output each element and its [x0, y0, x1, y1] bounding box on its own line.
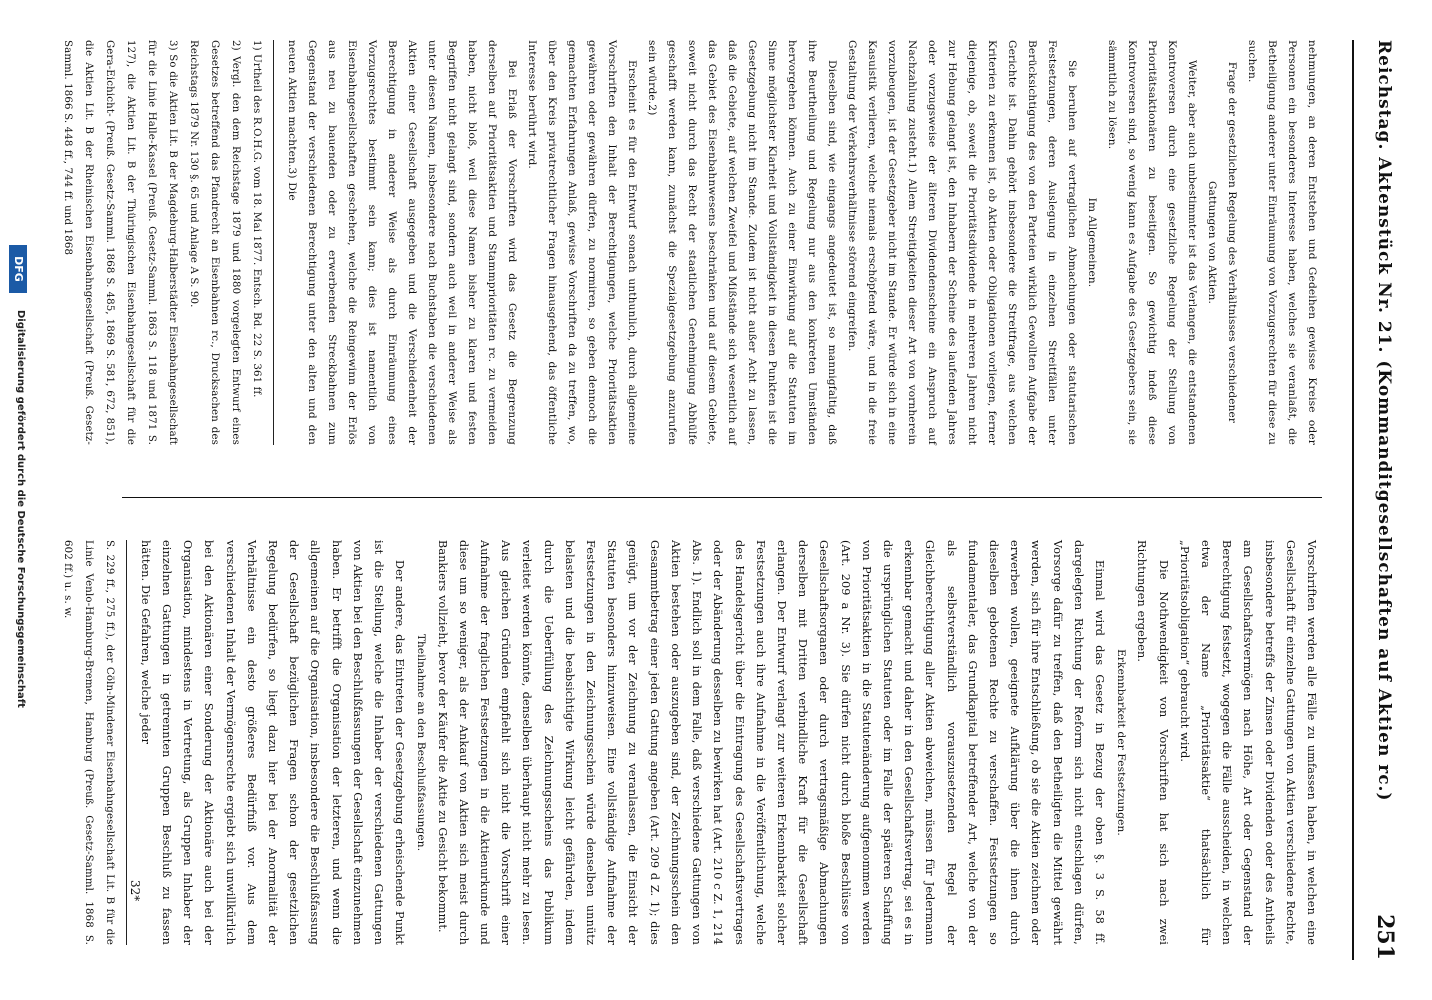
- right-column: [57, 540, 1322, 945]
- footnote: 2) Vergl. den dem Reichstage 1879 und 1880 vorgelegten Entwurf eines Gesetzes betreffend das Pfandrecht an Eisenbahnen rc., Drucksachen des Reichstags 1879 Nr. 130 §. 65 und Anlage A S. 90.: [188, 40, 241, 445]
- paragraph: Vorschriften werden alle Fälle zu umfassen haben, in welchen eine Gesellschaft für einzelne Gattungen von Aktien verschiedene Rechte, insbesondere betreffs der Zinsen oder Dividenden oder des Antheils am Gesellschaftsvermögen nach Höhe, Art oder Gegenstand der Berechtigung festsetzt, wogegen die Fälle ausscheiden, in welchen etwa der Name „Prioritätsaktie“ thatsächlich für „Prioritätsobligation“ gebraucht wird.: [1177, 540, 1318, 945]
- section-subheading: Erkennbarkeit der Festsetzungen.: [1115, 649, 1128, 836]
- left-column: [57, 40, 1322, 445]
- section-subheading: Theilnahme an den Beschlußfassungen.: [415, 633, 428, 852]
- signature-mark: 32*: [128, 880, 142, 902]
- paragraph: Dieselben sind, wie eingangs angedeutet ist, so mannigfaltig, daß ihre Beurtheilung und Regelung nur aus den konkreten Umständen hervorgehen können. Auch zu einer Einwirkung auf die Statuten im Sinne möglichster Klarheit und Vollständigkeit in diesen Punkten ist die Gesetzgebung nicht im Stande. Zudem ist nicht außer Acht zu lassen, daß die Gebiete, auf welchen Zweifel und Mißstände sich wesentlich auf das Gebiet des Eisenbahnwesens beschränken und auf diesem Gebiete, soweit nicht durch das Recht der staatlichen Genehmigung Abhülfe geschafft werden kann, zunächst die Spezialgesetzgebung anzurufen sein würde.2): [646, 40, 838, 445]
- paragraph: Sie beruhen auf vertraglichen Abmachungen oder statutarischen Festsetzungen, deren Auslegung in einzelnen Streitfällen unter Berücksichtigung des von den Parteien wirklich Gewollten Aufgabe der Gerichte ist. Dahin gehört insbesondere die Streitfrage, aus welchen Kriterien zu erkennen ist, ob Aktien oder Obligationen vorliegen, ferner diejenige, ob, soweit die Prioritätsdividende in mehreren Jahren nicht zur Hebung gelangt ist, den Inhabern der Scheine des laufenden Jahres oder vorzugsweise der älteren Dividendenscheine ein Anspruch auf Nachzahlung zusteht.1) Allem Streitigkeiten dieser Art von vornherein vorzubeugen, ist der Gesetzgeber nicht im Stande. Er würde sich in eine Kasuistik verlieren, welche niemals erschöpfend wäre, und in die freie Gestaltung der Verkehrsverhältnisse störend eingreifen.: [846, 40, 1078, 445]
- section-subheading: Im Allgemeinen.: [1086, 197, 1098, 288]
- footnote: S. 229 ff., 275 ff.), der Cöln-Mindener Eisenbahngesellschaft Lit. B für die Linie Venlo-Hamburg-Bremen, Hamburg (Preuß. Gesetz-Samml. 1868 S. 602 ff.) u. s. w.: [61, 540, 115, 945]
- column-divider: [122, 497, 1322, 498]
- dfg-logo: DFG: [9, 245, 27, 293]
- running-title: Reichstag. Aktenstück Nr. 21. (Kommanditgesellschaften auf Aktien rc.): [1374, 40, 1394, 802]
- paragraph: Bei Erlaß der Vorschriften wird das Gesetz die Begrenzung derselben auf Prioritätsaktien und Stammprioritäten rc. zu vermeiden haben, nicht bloß, weil diese Namen bisher zu klaren und festen Begriffen nicht gelangt sind, sondern auch weil in anderer Weise als unter diesen Namen, insbesondere nach Buchstaben die verschiedenen Aktien einer Gesellschaft ausgegeben und die Verschiedenheit der Berechtigung in anderer Weise als durch Einräumung eines Vorzugsrechtes bestimmt sein kann; dies ist namentlich von Eisenbahngesellschaften geschehen, welche die Reingewinn der Erlös aus neu zu bauenden oder zu erwerbenden Streckbahnen zum Gegenstand der verschiedenen Berechtigung unter den alten und den neuen Aktien machten.3) Die: [286, 40, 518, 445]
- paragraph: Der andere, das Eintreten der Gesetzgebung erheischende Punkt ist die Stellung, welche die Inhaber der verschiedenen Gattungen von Aktien bei den Beschlußfassungen der Gesellschaft einzunehmen haben. Er betrifft die Organisation der letzteren, und wenn die allgemeinen auf die Organisation, insbesondere die Beschlußfassung der Gesellschaft bezüglichen Fragen schon der gesetzlichen Regelung bedürfen, so liegt dazu hier bei der Anormalität der Verhältnisse ein desto größeres Bedürfniß vor. Aus dem verschiedenen Inhalt der Vermögensrechte ergiebt sich unwillkürlich bei den Aktionären einer Sonderung der Aktionäre auch bei der Organisation, mindestens in Vertretung, als Gruppen Inhaber der einzelnen Gattungen in getrennten Gruppen Beschluß zu fassen hätten. Die Gefahren, welche jeder: [138, 540, 407, 945]
- header-rule: [1352, 40, 1354, 960]
- paragraph: Erscheint es für den Entwurf sonach unthunlich, durch allgemeine Vorschriften den Inhalt der Berechtigungen, welche Prioritätsaktien gewähren oder gewähren dürfen, zu normiren, so geben dennoch die gemachten Erfahrungen Anlaß, gewisse Vorschriften da zu treffen, wo, über den Kreis privatrechtlicher Fragen hinausgehend, das öffentliche Interesse berührt wird.: [526, 40, 638, 445]
- paragraph: Weiter, aber auch unbestimmter ist das Verlangen, die entstandenen Kontroversen durch eine gesetzliche Regelung der Stellung von Prioritätsaktionären zu beseitigen. So gewichtig indeß diese Kontroversen sind, so wenig kann es Aufgabe des Gesetzgebers sein, sie sämmtlich zu lösen.: [1106, 40, 1198, 445]
- paragraph: Einmal wird das Gesetz in Bezug der oben §. 3 S. 58 ff. dargelegten Richtung der Reform sich nicht entschlagen dürfen, Vorsorge dafür zu treffen, daß den Betheiligten die Mittel gewährt werden, sich für ihre Entschließung, ob sie die Aktien zeichnen oder erwerben wollen, geeignete Aufklärung über die ihnen durch dieselben gebotenen Rechte zu verschaffen. Festsetzungen so fundamentaler, das Grundkapital betreffender Art, welche von der als selbstverständlich vorauszusetzenden Regel der Gleichberechtigung aller Aktien abweichen, müssen für Jedermann erkennbar gemacht und daher in den Gesellschaftsvertrag, sei es in die ursprünglichen Statuten oder im Falle der späteren Schaffung von Prioritätsaktien in die Statutenänderung aufgenommen werden (Art. 209 a Nr. 3). Sie dürfen nicht durch bloße Beschlüsse von Gesellschaftsorganen oder durch vertragsmäßige Abmachungen derselben mit Dritten verbindliche Kraft für die Gesellschaft erlangen. Der Entwurf verlangt zur weiteren Erkennbarkeit solcher Festsetzungen auch ihre Aufnahme in die Veröffentlichung, welche des Handelsgericht über die Eintragung des Gesellschaftsvertrages oder der Abänderung desselben zu bewirken hat (Art. 210 c Z. 1, 214 Abs. 1). Endlich soll in dem Falle, daß verschiedene Gattungen von Aktien bestehen oder auszugeben sind, der Zeichnungsschein den Gesammtbetrag einer jeden Gattung angeben (Art. 209 d Z. 1); dies genügt, um vor der Zeichnung zu veranlassen, die Einsicht der Statuten besonders hinzuweisen. Eine vollständige Aufnahme der Festsetzungen in den Zeichnungsschein würde denselben unnütz belasten und die beabsichtigte Wirkung leicht gefährden, indem durch die Ueberfüllung des Zeichnungsscheins das Publikum verleitet werden könnte, denselben überhaupt nicht mehr zu lesen. Aus gleichen Gründen empfiehlt sich nicht die Vorschrift einer Aufnahme der fraglichen Festsetzungen in die Aktienurkunde und diese um so weniger, als der Ankauf von Aktien sich meist durch Bankiers vollzieht, bevor der Käufer die Aktie zu Gesicht bekommt.: [435, 540, 1106, 945]
- paragraph: Die Nothwendigkeit von Vorschriften hat sich nach zwei Richtungen ergeben.: [1135, 540, 1170, 945]
- footnotes: [57, 540, 127, 945]
- footnote: 3) So die Aktien Lit. B der Magdeburg-Halberstädter Eisenbahngesellschaft für die Linie Halle-Kassel (Preuß. Gesetz-Samml. 1863 S. 118 und 1871 S. 127), die Aktien Lit. B der Thüringischen Eisenbahngesellschaft für die Gera-Eichicht- (Preuß. Gesetz-Samml. 1868 S. 485, 1869 S. 581, 672, 851), die Aktien Lit. B der Rheinischen Eisenbahngesellschaft (Preuß. Gesetz-Samml. 1866 S. 448 ff., 744 ff. und 1868: [62, 40, 178, 445]
- footnote: 1) Urtheil des R.O.H.G. vom 18. Mai 1877. Entsch. Bd. 22 S. 361 ff.: [251, 40, 262, 398]
- page-number: 251: [1372, 914, 1398, 960]
- section-subheading: Frage der gesetzlichen Regelung des Verhältnisses verschiedener Gattungen von Aktien.: [1206, 61, 1238, 424]
- footnotes: [57, 40, 274, 445]
- funding-text: Digitalisierung gefördert durch die Deutsche Forschungsgemeinschaft: [15, 310, 26, 708]
- page-header: [1352, 40, 1402, 960]
- funding-note: [0, 0, 32, 1000]
- paragraph: nehmungen, an deren Entstehen und Gedeihen gewisse Kreise oder Personen ein besonderes Interesse haben, welches sie veranlaßt, die Betheiligung anderer unter Einräumung von Vorzugsrechten für diese zu suchen.: [1246, 40, 1318, 445]
